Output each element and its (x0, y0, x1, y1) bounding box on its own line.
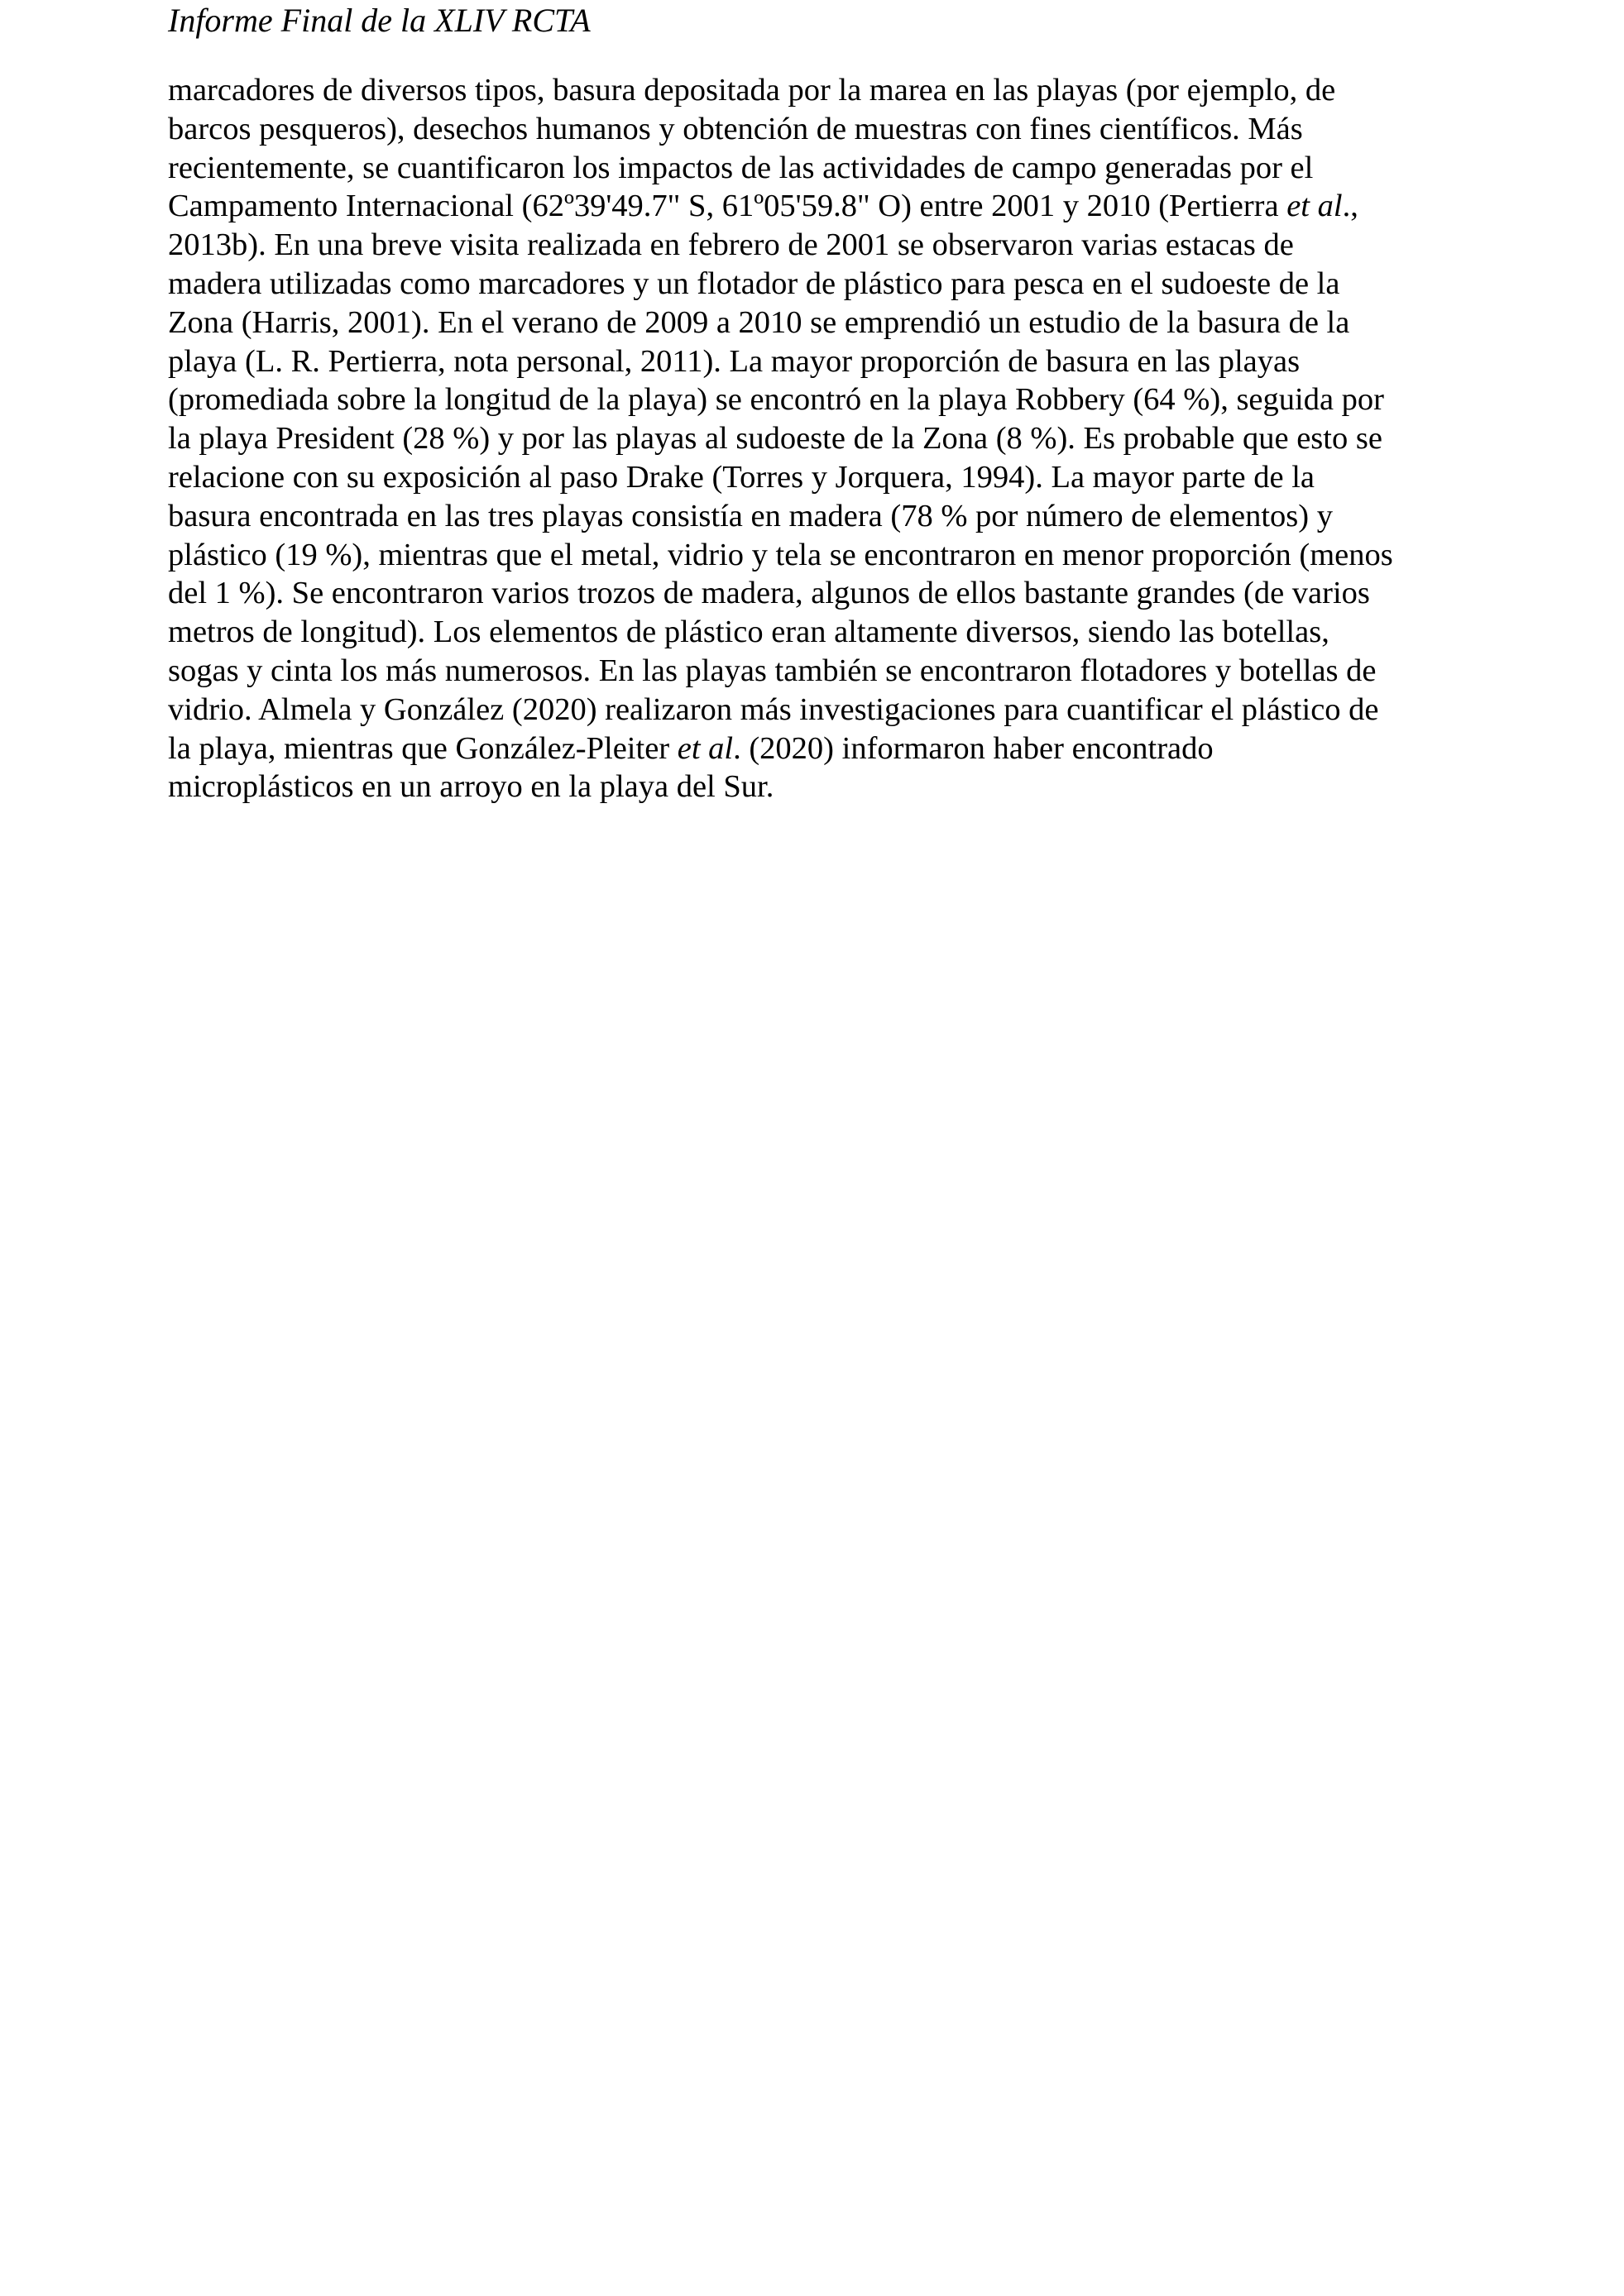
header-title: Informe Final de la XLIV RCTA (168, 2, 591, 39)
text-line: (promediada sobre la longitud de la playa) se encontró en la playa Robbery (64 %), seguida por (168, 382, 1384, 418)
italic-et-al: et al (677, 730, 734, 766)
text-line: Zona (Harris, 2001). En el verano de 2009 a 2010 se emprendió un estudio de la basura de la (168, 304, 1350, 340)
text-line: plástico (19 %), mientras que el metal, vidrio y tela se encontraron en menor proporción (menos (168, 537, 1393, 572)
text-line: sogas y cinta los más numerosos. En las playas también se encontraron flotadores y botellas de (168, 653, 1377, 688)
page-header (168, 0, 591, 41)
text-line: recientemente, se cuantificaron los impactos de las actividades de campo generadas por el (168, 150, 1314, 185)
text-line: marcadores de diversos tipos, basura depositada por la marea en las playas (por ejemplo, de (168, 73, 1336, 108)
text-line: relacione con su exposición al paso Drake (Torres y Jorquera, 1994). La mayor parte de la (168, 459, 1315, 495)
text-line: del 1 %). Se encontraron varios trozos de madera, algunos de ellos bastante grandes (de varios (168, 576, 1370, 611)
text-line: vidrio. Almela y González (2020) realizaron más investigaciones para cuantificar el plástico de (168, 691, 1379, 727)
text-line: playa (L. R. Pertierra, nota personal, 2011). La mayor proporción de basura en las playas (168, 343, 1301, 379)
text-line: barcos pesqueros), desechos humanos y obtención de muestras con fines científicos. Más (168, 111, 1303, 146)
text-line: 2013b). En una breve visita realizada en febrero de 2001 se observaron varias estacas de (168, 227, 1294, 263)
italic-et-al: et al (1286, 189, 1343, 224)
text-line: madera utilizadas como marcadores y un flotador de plástico para pesca en el sudoeste de la (168, 265, 1340, 301)
text-line: la playa President (28 %) y por las playas al sudoeste de la Zona (8 %). Es probable que esto se (168, 421, 1382, 457)
text-line: microplásticos en un arroyo en la playa del Sur. (168, 769, 774, 805)
body-paragraph (168, 71, 1492, 806)
text-line: basura encontrada en las tres playas consistía en madera (78 % por número de elementos) y (168, 498, 1333, 533)
text-line: la playa, mientras que González-Pleiter et al. (2020) informaron haber encontrado (168, 730, 1214, 766)
text-line: Campamento Internacional (62º39'49.7" S, 61º05'59.8" O) entre 2001 y 2010 (Pertierra et al., (168, 189, 1358, 224)
text-line: metros de longitud). Los elementos de plástico eran altamente diversos, siendo las botellas, (168, 615, 1329, 650)
